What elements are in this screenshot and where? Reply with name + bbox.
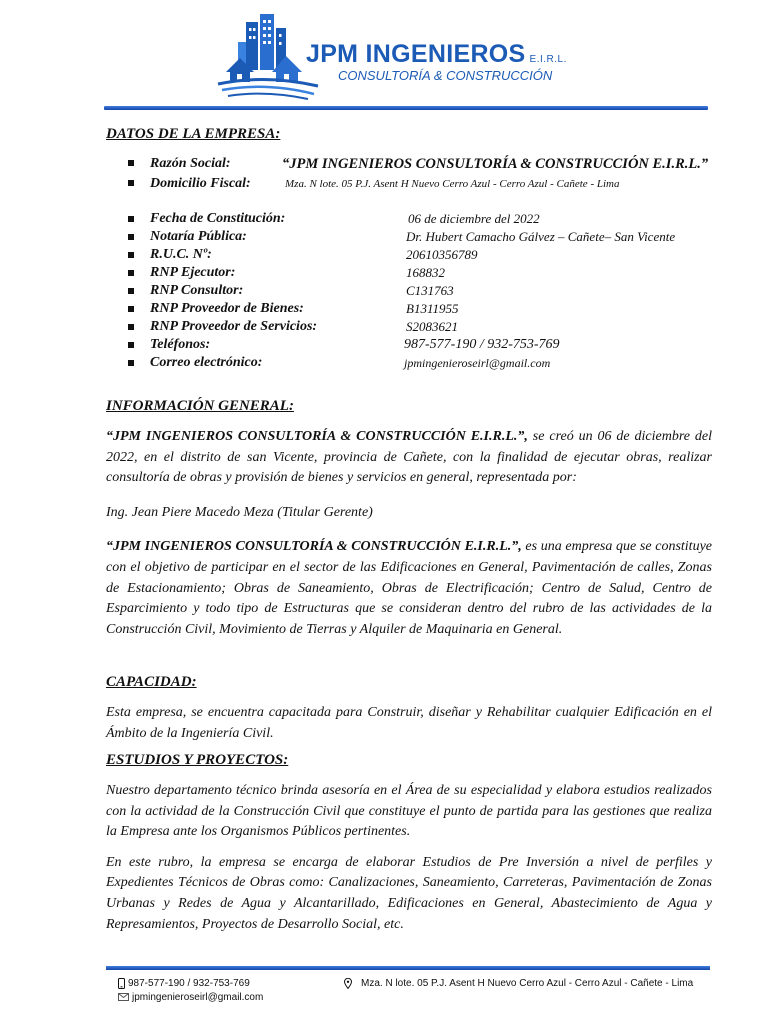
footer-phones-text: 987-577-190 / 932-753-769 (128, 978, 250, 990)
bullet-icon (128, 160, 134, 166)
representative-line: Ing. Jean Piere Macedo Meza (Titular Gerente) (106, 504, 373, 520)
bullet-icon (128, 288, 134, 294)
section-heading-estudios: ESTUDIOS Y PROYECTOS: (106, 752, 289, 768)
bullet-icon (128, 360, 134, 366)
footer-address-text: Mza. N lote. 05 P.J. Asent H Nuevo Cerro Azul - Cerro Azul - Cañete - Lima (361, 978, 694, 990)
field-value: 20610356789 (406, 247, 478, 262)
section-capacidad (106, 674, 712, 744)
capacidad-paragraph: Esta empresa, se encuentra capacitada para Construir, diseñar y Rehabilitar cualquier Edificación en el Ámbito de la Ingeniería Civil. (106, 705, 712, 741)
field-label: RNP Ejecutor: (150, 265, 236, 280)
field-value: “JPM INGENIEROS CONSULTORÍA & CONSTRUCCIÓN E.I.R.L.” (282, 156, 709, 172)
field-label: R.U.C. Nº: (150, 247, 212, 262)
list-item-notaria (106, 228, 712, 246)
section-heading-capacidad: CAPACIDAD: (106, 674, 197, 690)
location-pin-icon (344, 978, 352, 989)
footer-address (344, 978, 693, 989)
paragraph-text: se creó un 06 de diciembre del 2022, en el distrito de san Vicente, provincia de Cañete, con la finalidad de ejecutar obras, realizar consultoría de obras y provisión de bienes y servicios en general, representada por: (106, 429, 712, 486)
estudios-paragraph-2: En este rubro, la empresa se encarga de elaborar Estudios de Pre Inversión a nivel de perfiles y Expedientes Técnicos de Obras como: Canalizaciones, Saneamiento, Carreteras, Pavimentación de Zonas Urbanas y Redes de Agua y Alcantarillado, Edificaciones en General, Abastecimiento de Agua y Represamientos, Proyectos de Desarrollo Social, etc. (106, 854, 712, 932)
list-item-rnp-ejecutor (106, 264, 712, 282)
field-label: Correo electrónico: (150, 355, 263, 370)
field-value: 168832 (406, 265, 445, 280)
bullet-icon (128, 342, 134, 348)
estudios-paragraph-1: Nuestro departamento técnico brinda asesoría en el Área de su especialidad y elabora estudios realizados con la actividad de la Construcción Civil que constituye el punto de partida para las gestiones que realiza la Empresa ante los Organismos Públicos pertinentes. (106, 783, 712, 840)
section-heading-general: INFORMACIÓN GENERAL: (106, 398, 294, 414)
general-paragraph-2 (106, 537, 712, 640)
bullet-icon (128, 216, 134, 222)
footer-email (118, 992, 263, 1003)
list-item-fecha (106, 210, 712, 228)
bullet-icon (128, 234, 134, 240)
field-value: jpmingenieroseirl@gmail.com (404, 356, 551, 370)
field-value: S2083621 (406, 319, 458, 334)
field-value: Dr. Hubert Camacho Gálvez – Cañete– San Vicente (406, 229, 676, 244)
bullet-icon (128, 306, 134, 312)
bullet-icon (128, 252, 134, 258)
list-item-domicilio (106, 174, 712, 194)
letterhead (0, 0, 768, 112)
list-item-rnp-consultor (106, 282, 712, 300)
field-value: 06 de diciembre del 2022 (408, 211, 540, 226)
list-item-razon-social (106, 154, 712, 174)
footer-email-text: jpmingenieroseirl@gmail.com (132, 992, 264, 1003)
field-value: 987-577-190 / 932-753-769 (404, 337, 560, 352)
phone-icon (118, 978, 125, 989)
list-item-rnp-servicios (106, 318, 712, 336)
field-value: Mza. N lote. 05 P.J. Asent H Nuevo Cerro Azul - Cerro Azul - Cañete - Lima (285, 178, 620, 190)
footer-divider (106, 966, 710, 970)
header-divider (104, 106, 708, 110)
list-item-ruc (106, 246, 712, 264)
section-estudios (106, 752, 712, 935)
list-item-correo (106, 354, 712, 372)
bullet-icon (128, 180, 134, 186)
company-name-bold: “JPM INGENIEROS CONSULTORÍA & CONSTRUCCIÓN E.I.R.L.”, (106, 429, 528, 444)
field-label: RNP Proveedor de Servicios: (150, 319, 318, 334)
field-label: Teléfonos: (150, 337, 211, 352)
company-name-bold: “JPM INGENIEROS CONSULTORÍA & CONSTRUCCIÓN E.I.R.L.”, (106, 539, 522, 555)
mail-icon (118, 993, 129, 1001)
footer (0, 972, 768, 1024)
footer-phones (118, 978, 250, 989)
company-logo (216, 12, 320, 100)
brand-name: JPM INGENIEROS (306, 40, 526, 68)
field-value: B1311955 (406, 301, 459, 316)
general-paragraph-1 (106, 427, 712, 489)
field-label: Fecha de Constitución: (150, 211, 286, 226)
bullet-icon (128, 324, 134, 330)
company-data-list-top (106, 154, 712, 194)
company-data-list (106, 210, 712, 372)
paragraph-text: es una empresa que se constituye con el objetivo de participar en el sector de las Edificaciones en General, Pavimentación de calles, Zonas de Estacionamiento; Obras de Saneamiento, Obras de Electrificación; Centro de Salud, Centro de Esparcimiento y todo tipo de Estructuras que se consideran dentro del rubro de las actividades de la Construcción Civil, Movimiento de Tierras y Alquiler de Maquinaria en General. (106, 539, 712, 637)
field-label: RNP Proveedor de Bienes: (150, 301, 304, 316)
field-label: RNP Consultor: (150, 283, 244, 298)
brand-tagline: CONSULTORÍA & CONSTRUCCIÓN (338, 68, 553, 83)
field-label: Notaría Pública: (150, 229, 247, 244)
list-item-rnp-bienes (106, 300, 712, 318)
field-label: Razón Social: (150, 156, 231, 171)
brand-suffix: E.I.R.L. (529, 54, 567, 65)
section-general (106, 398, 712, 640)
field-label: Domicilio Fiscal: (150, 176, 251, 191)
field-value: C131763 (406, 283, 454, 298)
section-heading-datos: DATOS DE LA EMPRESA: (106, 126, 281, 142)
list-item-telefonos (106, 336, 712, 354)
company-brand-name (306, 40, 567, 69)
bullet-icon (128, 270, 134, 276)
